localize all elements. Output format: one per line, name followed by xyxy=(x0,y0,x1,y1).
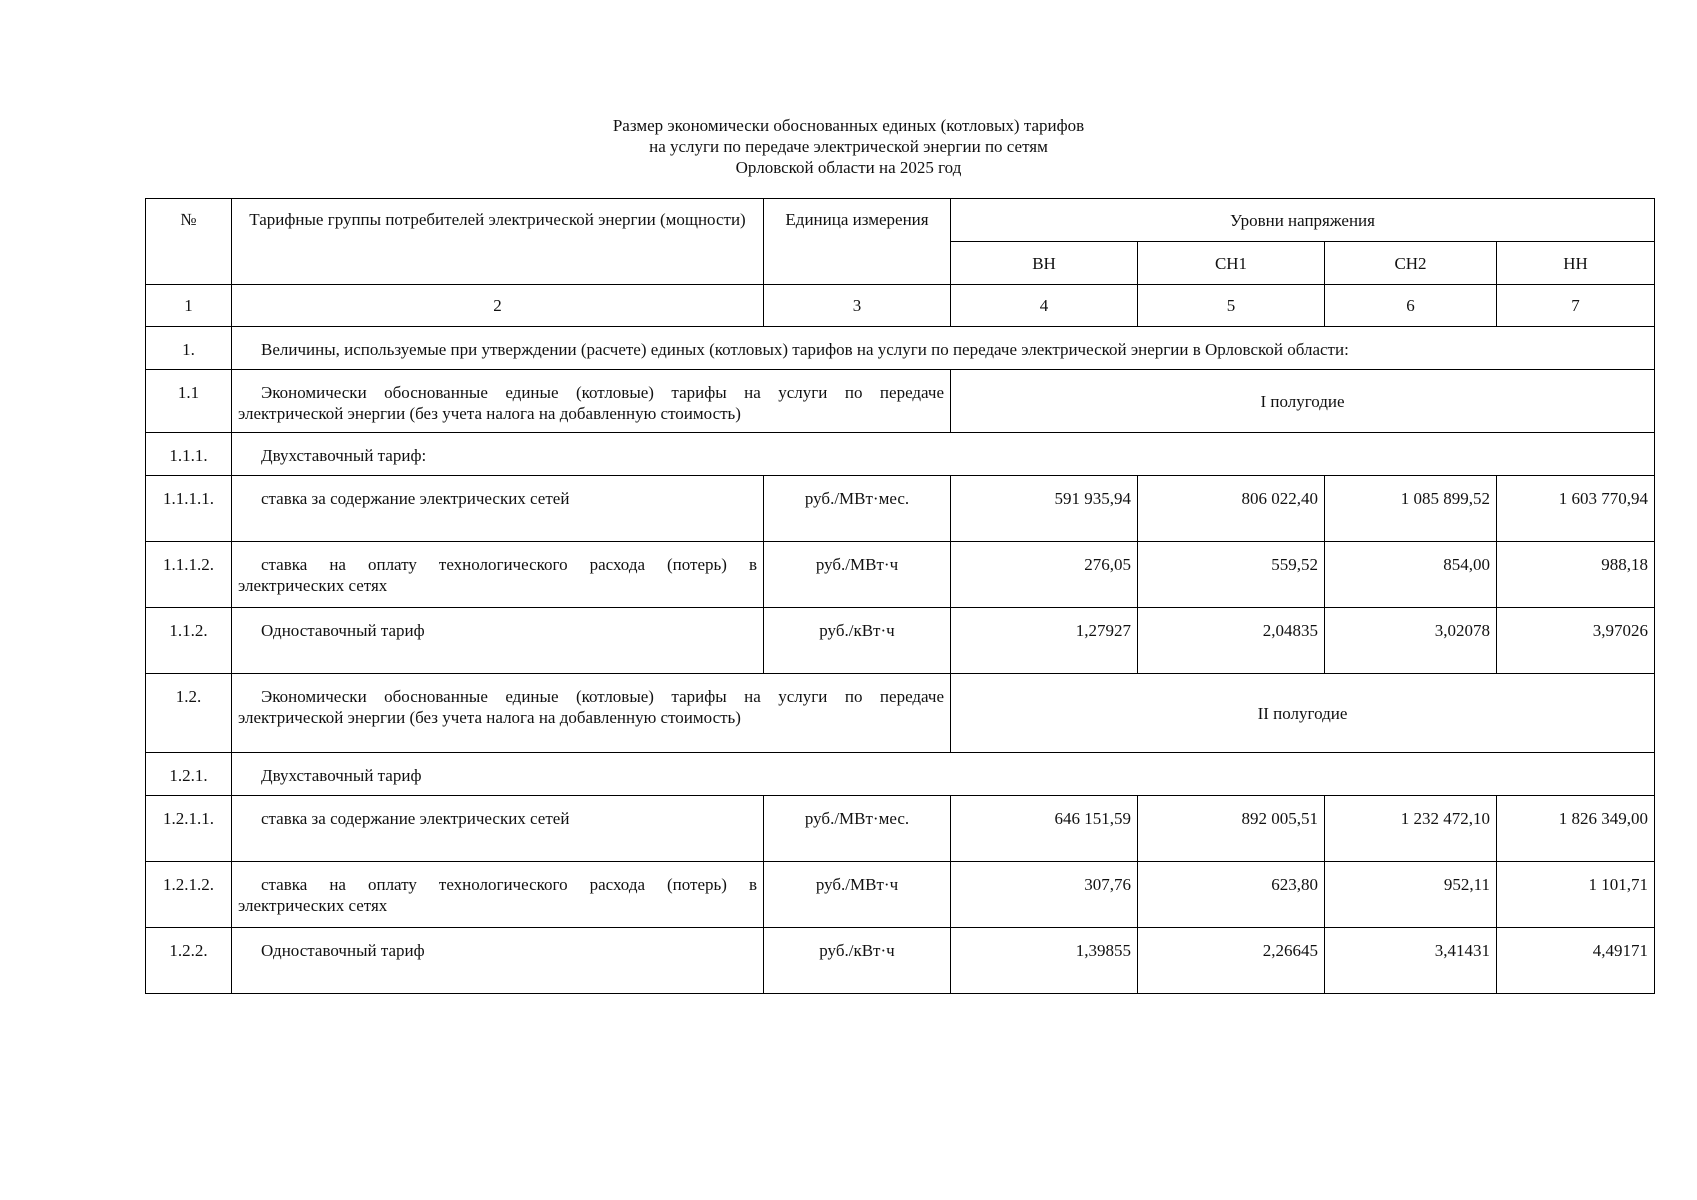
title-line-3: Орловской области на 2025 год xyxy=(735,158,962,177)
value-nn: 1 603 770,94 xyxy=(1497,476,1655,542)
header-col-unit: Единица измерения xyxy=(764,199,951,285)
row-unit: руб./МВт·ч xyxy=(764,542,951,608)
table-header-row xyxy=(146,199,1655,242)
row-description: ставка за содержание электрических сетей xyxy=(232,796,764,862)
value-sn1: 2,04835 xyxy=(1138,608,1325,674)
value-sn2: 1 232 472,10 xyxy=(1325,796,1497,862)
value-nn: 1 826 349,00 xyxy=(1497,796,1655,862)
row-number: 1.1.1.2. xyxy=(146,542,232,608)
column-number: 1 xyxy=(146,285,232,327)
table-row xyxy=(146,753,1655,796)
column-number: 7 xyxy=(1497,285,1655,327)
value-sn2: 3,02078 xyxy=(1325,608,1497,674)
table-row xyxy=(146,862,1655,928)
document-title xyxy=(0,115,1697,178)
value-nn: 4,49171 xyxy=(1497,928,1655,994)
row-number: 1. xyxy=(146,327,232,370)
value-vn: 1,39855 xyxy=(951,928,1138,994)
value-vn: 646 151,59 xyxy=(951,796,1138,862)
column-number: 4 xyxy=(951,285,1138,327)
column-number: 6 xyxy=(1325,285,1497,327)
value-sn2: 1 085 899,52 xyxy=(1325,476,1497,542)
row-unit: руб./кВт·ч xyxy=(764,608,951,674)
table-row xyxy=(146,327,1655,370)
table-row xyxy=(146,433,1655,476)
row-number: 1.2.1.2. xyxy=(146,862,232,928)
table-row xyxy=(146,674,1655,753)
header-level-vn: ВН xyxy=(951,242,1138,285)
row-description: Двухставочный тариф: xyxy=(232,433,1655,476)
row-number: 1.2.1. xyxy=(146,753,232,796)
row-description: ставка на оплату технологического расхода (потерь) в электрических сетях xyxy=(232,542,764,608)
row-number: 1.2.2. xyxy=(146,928,232,994)
header-col-groups: Тарифные группы потребителей электрической энергии (мощности) xyxy=(232,199,764,285)
row-number: 1.1.2. xyxy=(146,608,232,674)
row-description: Одноставочный тариф xyxy=(232,608,764,674)
header-col-levels: Уровни напряжения xyxy=(951,199,1655,242)
table-row xyxy=(146,608,1655,674)
table-row xyxy=(146,796,1655,862)
value-sn1: 892 005,51 xyxy=(1138,796,1325,862)
value-nn: 1 101,71 xyxy=(1497,862,1655,928)
row-description: ставка за содержание электрических сетей xyxy=(232,476,764,542)
column-number: 5 xyxy=(1138,285,1325,327)
title-line-2: на услуги по передаче электрической энергии по сетям xyxy=(649,137,1048,156)
value-sn1: 2,26645 xyxy=(1138,928,1325,994)
row-description: ставка на оплату технологического расхода (потерь) в электрических сетях xyxy=(232,862,764,928)
row-number: 1.2.1.1. xyxy=(146,796,232,862)
value-sn2: 952,11 xyxy=(1325,862,1497,928)
row-description: Величины, используемые при утверждении (расчете) единых (котловых) тарифов на услуги по передаче электрической энергии в Орловской области: xyxy=(232,327,1655,370)
value-nn: 3,97026 xyxy=(1497,608,1655,674)
table-row xyxy=(146,370,1655,433)
table-row xyxy=(146,542,1655,608)
value-sn1: 623,80 xyxy=(1138,862,1325,928)
row-number: 1.1 xyxy=(146,370,232,433)
column-number: 2 xyxy=(232,285,764,327)
column-numbers-row xyxy=(146,285,1655,327)
row-unit: руб./кВт·ч xyxy=(764,928,951,994)
value-sn2: 3,41431 xyxy=(1325,928,1497,994)
header-level-sn1: СН1 xyxy=(1138,242,1325,285)
period-label: II полугодие xyxy=(951,674,1655,753)
period-label: I полугодие xyxy=(951,370,1655,433)
value-sn2: 854,00 xyxy=(1325,542,1497,608)
value-vn: 276,05 xyxy=(951,542,1138,608)
row-description: Двухставочный тариф xyxy=(232,753,1655,796)
row-description: Экономически обоснованные единые (котловые) тарифы на услуги по передаче электрической энергии (без учета налога на добавленную стоимость) xyxy=(232,370,951,433)
value-nn: 988,18 xyxy=(1497,542,1655,608)
table-row xyxy=(146,476,1655,542)
header-col-no: № xyxy=(146,199,232,285)
row-description: Одноставочный тариф xyxy=(232,928,764,994)
row-number: 1.1.1. xyxy=(146,433,232,476)
header-level-sn2: СН2 xyxy=(1325,242,1497,285)
row-number: 1.1.1.1. xyxy=(146,476,232,542)
row-unit: руб./МВт·ч xyxy=(764,862,951,928)
title-line-1: Размер экономически обоснованных единых (котловых) тарифов xyxy=(612,116,1085,135)
row-unit: руб./МВт·мес. xyxy=(764,796,951,862)
value-vn: 1,27927 xyxy=(951,608,1138,674)
value-vn: 307,76 xyxy=(951,862,1138,928)
row-unit: руб./МВт·мес. xyxy=(764,476,951,542)
column-number: 3 xyxy=(764,285,951,327)
table-row xyxy=(146,928,1655,994)
value-sn1: 559,52 xyxy=(1138,542,1325,608)
row-number: 1.2. xyxy=(146,674,232,753)
header-level-nn: НН xyxy=(1497,242,1655,285)
tariff-table xyxy=(145,198,1655,994)
row-description: Экономически обоснованные единые (котловые) тарифы на услуги по передаче электрической энергии (без учета налога на добавленную стоимость) xyxy=(232,674,951,753)
value-sn1: 806 022,40 xyxy=(1138,476,1325,542)
value-vn: 591 935,94 xyxy=(951,476,1138,542)
